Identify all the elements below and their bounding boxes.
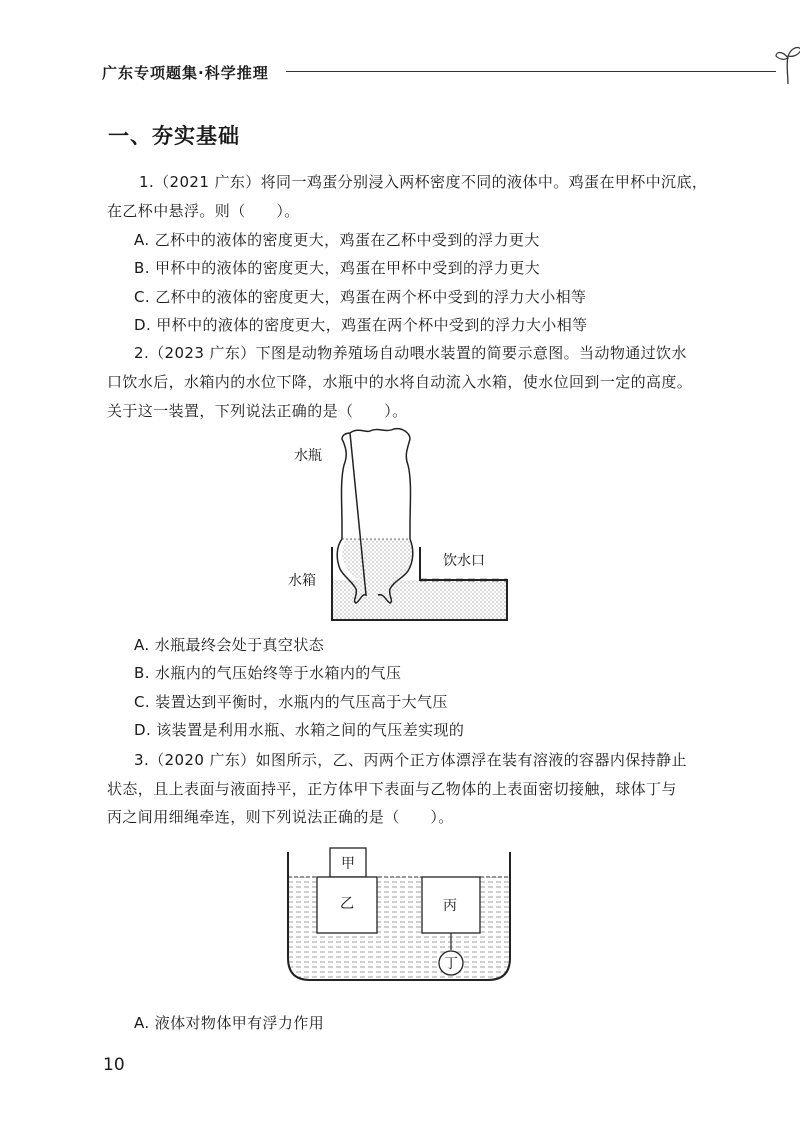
q2-option-c: C. 装置达到平衡时，水瓶内的气压高于大气压 (134, 693, 448, 711)
q1-stem-line-2: 在乙杯中悬浮。则（ ）。 (107, 202, 300, 220)
q2-option-a: A. 水瓶最终会处于真空状态 (134, 636, 325, 654)
header-title: 广东专项题集·科学推理 (102, 64, 269, 82)
q1-stem-line-1: 1.（2021 广东）将同一鸡蛋分别浸入两杯密度不同的液体中。鸡蛋在甲杯中沉底， (139, 173, 708, 191)
q1-option-d: D. 甲杯中的液体的密度更大，鸡蛋在两个杯中受到的浮力大小相等 (134, 316, 588, 334)
q1-option-b: B. 甲杯中的液体的密度更大，鸡蛋在甲杯中受到的浮力更大 (134, 259, 541, 277)
label-ding: 丁 (444, 956, 458, 972)
q2-stem-line-3: 关于这一装置，下列说法正确的是（ ）。 (107, 402, 408, 420)
q2-option-b: B. 水瓶内的气压始终等于水箱内的气压 (134, 664, 402, 682)
label-tank: 水箱 (288, 573, 316, 589)
q3-figure-container (280, 840, 520, 990)
bottle-water (343, 539, 414, 585)
sprout-icon (774, 40, 800, 84)
q3-stem-line-3: 丙之间用细绳牵连，则下列说法正确的是（ ）。 (107, 808, 454, 826)
q2-option-d: D. 该装置是利用水瓶、水箱之间的气压差实现的 (134, 721, 465, 739)
q3-stem-line-2: 状态，且上表面与液面持平，正方体甲下表面与乙物体的上表面密切接触，球体丁与 (107, 780, 677, 798)
q3-option-a: A. 液体对物体甲有浮力作用 (134, 1014, 325, 1032)
label-outlet: 饮水口 (443, 553, 485, 569)
page-number: 10 (103, 1055, 125, 1075)
q2-stem-line-2: 口饮水后，水箱内的水位下降，水瓶中的水将自动流入水箱，使水位回到一定的高度。 (107, 373, 693, 391)
section-title: 一、夯实基础 (108, 124, 240, 148)
q1-option-a: A. 乙杯中的液体的密度更大，鸡蛋在乙杯中受到的浮力更大 (134, 231, 540, 249)
q3-stem-line-1: 3.（2020 广东）如图所示，乙、丙两个正方体漂浮在装有溶液的容器内保持静止 (134, 751, 687, 769)
label-bottle: 水瓶 (294, 448, 322, 464)
running-header (92, 58, 732, 88)
label-bing: 丙 (443, 898, 457, 914)
q2-figure-feeder (280, 425, 530, 625)
q1-option-c: C. 乙杯中的液体的密度更大，鸡蛋在两个杯中受到的浮力大小相等 (134, 288, 587, 306)
label-jia: 甲 (341, 856, 355, 872)
label-yi: 乙 (340, 896, 354, 912)
header-rule (286, 71, 776, 72)
q2-stem-line-1: 2.（2023 广东）下图是动物养殖场自动喂水装置的简要示意图。当动物通过饮水 (134, 344, 687, 362)
